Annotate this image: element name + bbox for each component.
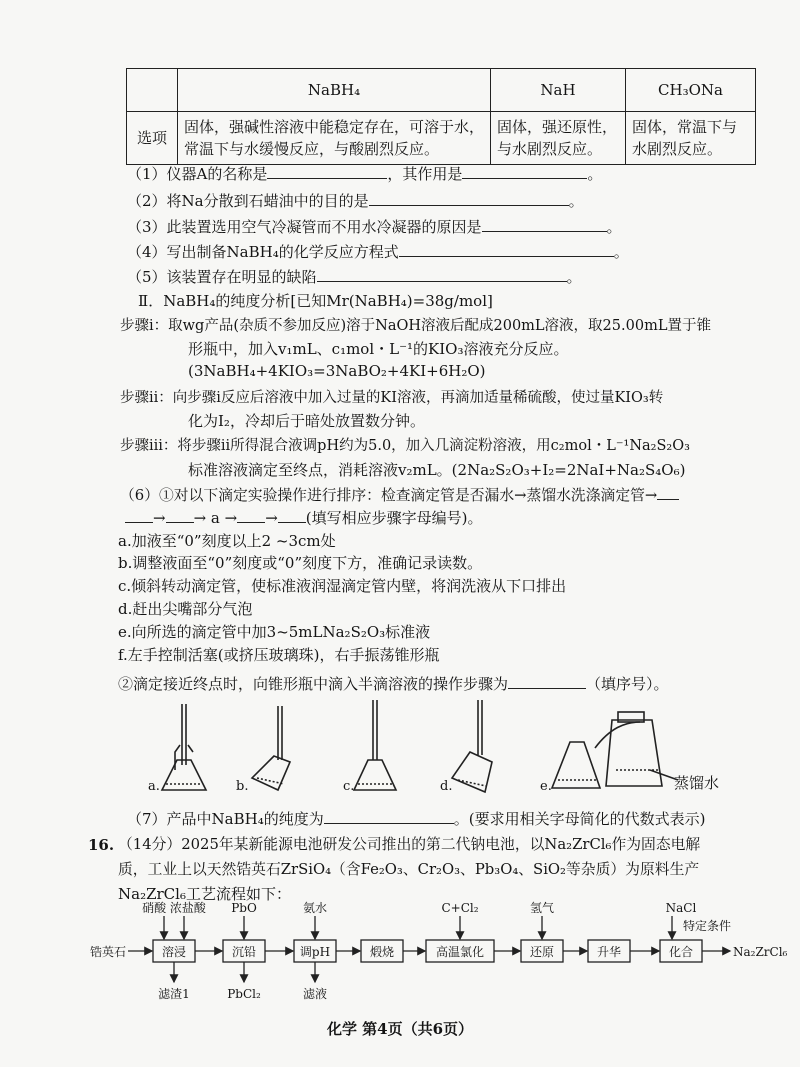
part2-title: Ⅱ．NaBH₄的纯度分析[已知Mr(NaBH₄)=38g/mol] (138, 292, 493, 310)
cell-nah: 固体，强还原性，与水剧烈反应。 (491, 112, 626, 165)
figure-label-e: e. (540, 779, 552, 794)
figure-label-b: b. (236, 779, 249, 794)
step3-line2: 标准溶液滴定至终点，消耗溶液v₂mL。(2Na₂S₂O₃+I₂=2NaI+Na₂S₄O₆) (188, 461, 686, 479)
step1-line3: (3NaBH₄+4KIO₃=3NaBO₂+4KI+6H₂O) (188, 362, 486, 380)
flow-input-nacl: NaCl (665, 901, 697, 915)
question-1: （1）仪器A的名称是 ，其作用是 。 (127, 165, 603, 183)
flow-step-7: 升华 (596, 945, 622, 959)
question-16-number: 16. (88, 836, 115, 854)
step2-line2: 化为I₂，冷却后于暗处放置数分钟。 (188, 412, 425, 430)
option-d: d.赶出尖嘴部分气泡 (118, 600, 253, 618)
flow-output-filtrate: 滤液 (302, 987, 328, 1001)
row-label: 选项 (127, 112, 178, 165)
flow-output-residue: 滤渣1 (158, 987, 190, 1001)
header-nah: NaH (491, 69, 626, 112)
cell-ch3ona: 固体，常温下与水剧烈反应。 (626, 112, 756, 165)
question-5: （5）该装置存在明显的缺陷 。 (127, 268, 582, 286)
cell-nabh4: 固体，强碱性溶液中能稳定存在，可溶于水，常温下与水缓慢反应，与酸剧烈反应。 (178, 112, 491, 165)
flow-input-hydrogen: 氢气 (529, 901, 555, 915)
q16-line1: （14分）2025年某新能源电池研发公司推出的第二代钠电池，以Na₂ZrCl₆作为固态电解 (118, 836, 701, 853)
flow-condition: 特定条件 (683, 919, 732, 933)
figure-label-a: a. (148, 779, 160, 794)
flow-step-5: 高温氯化 (435, 945, 485, 959)
option-f: f.左手控制活塞(或挤压玻璃珠)，右手振荡锥形瓶 (118, 646, 440, 664)
question-2: （2）将Na分散到石蜡油中的目的是 。 (127, 192, 584, 210)
flow-product: Na₂ZrCl₆ (733, 945, 788, 959)
flow-step-6: 还原 (529, 945, 555, 959)
flow-step-4: 煅烧 (369, 945, 395, 959)
step3-line1: 步骤ⅲ：将步骤ⅱ所得混合液调pH约为5.0，加入几滴淀粉溶液，用c₂mol・L⁻¹Na₂S₂O₃ (120, 438, 690, 454)
flow-output-pbcl2: PbCl₂ (227, 987, 261, 1001)
option-c: c.倾斜转动滴定管，使标准液润湿滴定管内壁，将润洗液从下口排出 (118, 577, 567, 595)
q16-line3: Na₂ZrCl₆工艺流程如下： (118, 885, 291, 903)
flow-step-8: 化合 (668, 945, 694, 959)
question-4: （4）写出制备NaBH₄的化学反应方程式 。 (127, 243, 629, 261)
figure-label-d: d. (440, 779, 453, 794)
step1-line1: 步骤i：取wg产品(杂质不参加反应)溶于NaOH溶液后配成200mL溶液，取25.00mL置于锥 (120, 318, 711, 334)
option-a: a.加液至“0”刻度以上2 ~3cm处 (118, 532, 336, 550)
q6-part2: ②滴定接近终点时，向锥形瓶中滴入半滴溶液的操作步骤为 （填序号）。 (118, 675, 669, 693)
page-footer: 化学 第4页（共6页） (326, 1020, 474, 1038)
water-label: 蒸馏水 (674, 774, 720, 792)
flow-input-acids: 硝酸 浓盐酸 (142, 901, 206, 915)
q6-line2: → → a → → (填写相应步骤字母编号)。 (125, 507, 483, 528)
step2-line1: 步骤ⅱ：向步骤i反应后溶液中加入过量的KI溶液，再滴加适量稀硫酸，使过量KIO₃转 (120, 390, 664, 406)
option-e: e.向所选的滴定管中加3~5mLNa₂S₂O₃标准液 (118, 623, 431, 641)
q16-line2: 质，工业上以天然锆英石ZrSiO₄（含Fe₂O₃、Cr₂O₃、Pb₃O₄、SiO₂等杂质）为原料生产 (118, 861, 700, 878)
figure-label-c: c. (343, 779, 355, 794)
header-ch3ona: CH₃ONa (626, 69, 756, 112)
option-b: b.调整液面至“0”刻度或“0”刻度下方，准确记录读数。 (118, 554, 483, 572)
q6-line1: （6）①对以下滴定实验操作进行排序：检查滴定管是否漏水→蒸馏水洗涤滴定管→ (120, 484, 679, 506)
header-nabh4: NaBH₄ (178, 69, 491, 112)
step1-line2: 形瓶中，加入v₁mL、c₁mol・L⁻¹的KIO₃溶液充分反应。 (188, 340, 569, 358)
flow-input-pbo: PbO (231, 901, 257, 915)
flow-start-zircon: 锆英石 (90, 945, 127, 959)
question-7: （7）产品中NaBH₄的纯度为 。(要求用相关字母简化的代数式表示) (127, 810, 706, 828)
flow-step-2: 沉铅 (231, 945, 257, 959)
question-3: （3）此装置选用空气冷凝管而不用水冷凝器的原因是 。 (127, 218, 622, 236)
flow-step-1: 溶浸 (161, 945, 187, 959)
flow-input-ammonia: 氨水 (302, 901, 328, 915)
flow-step-3: 调pH (299, 945, 331, 959)
flow-input-c-cl2: C+Cl₂ (441, 901, 479, 915)
